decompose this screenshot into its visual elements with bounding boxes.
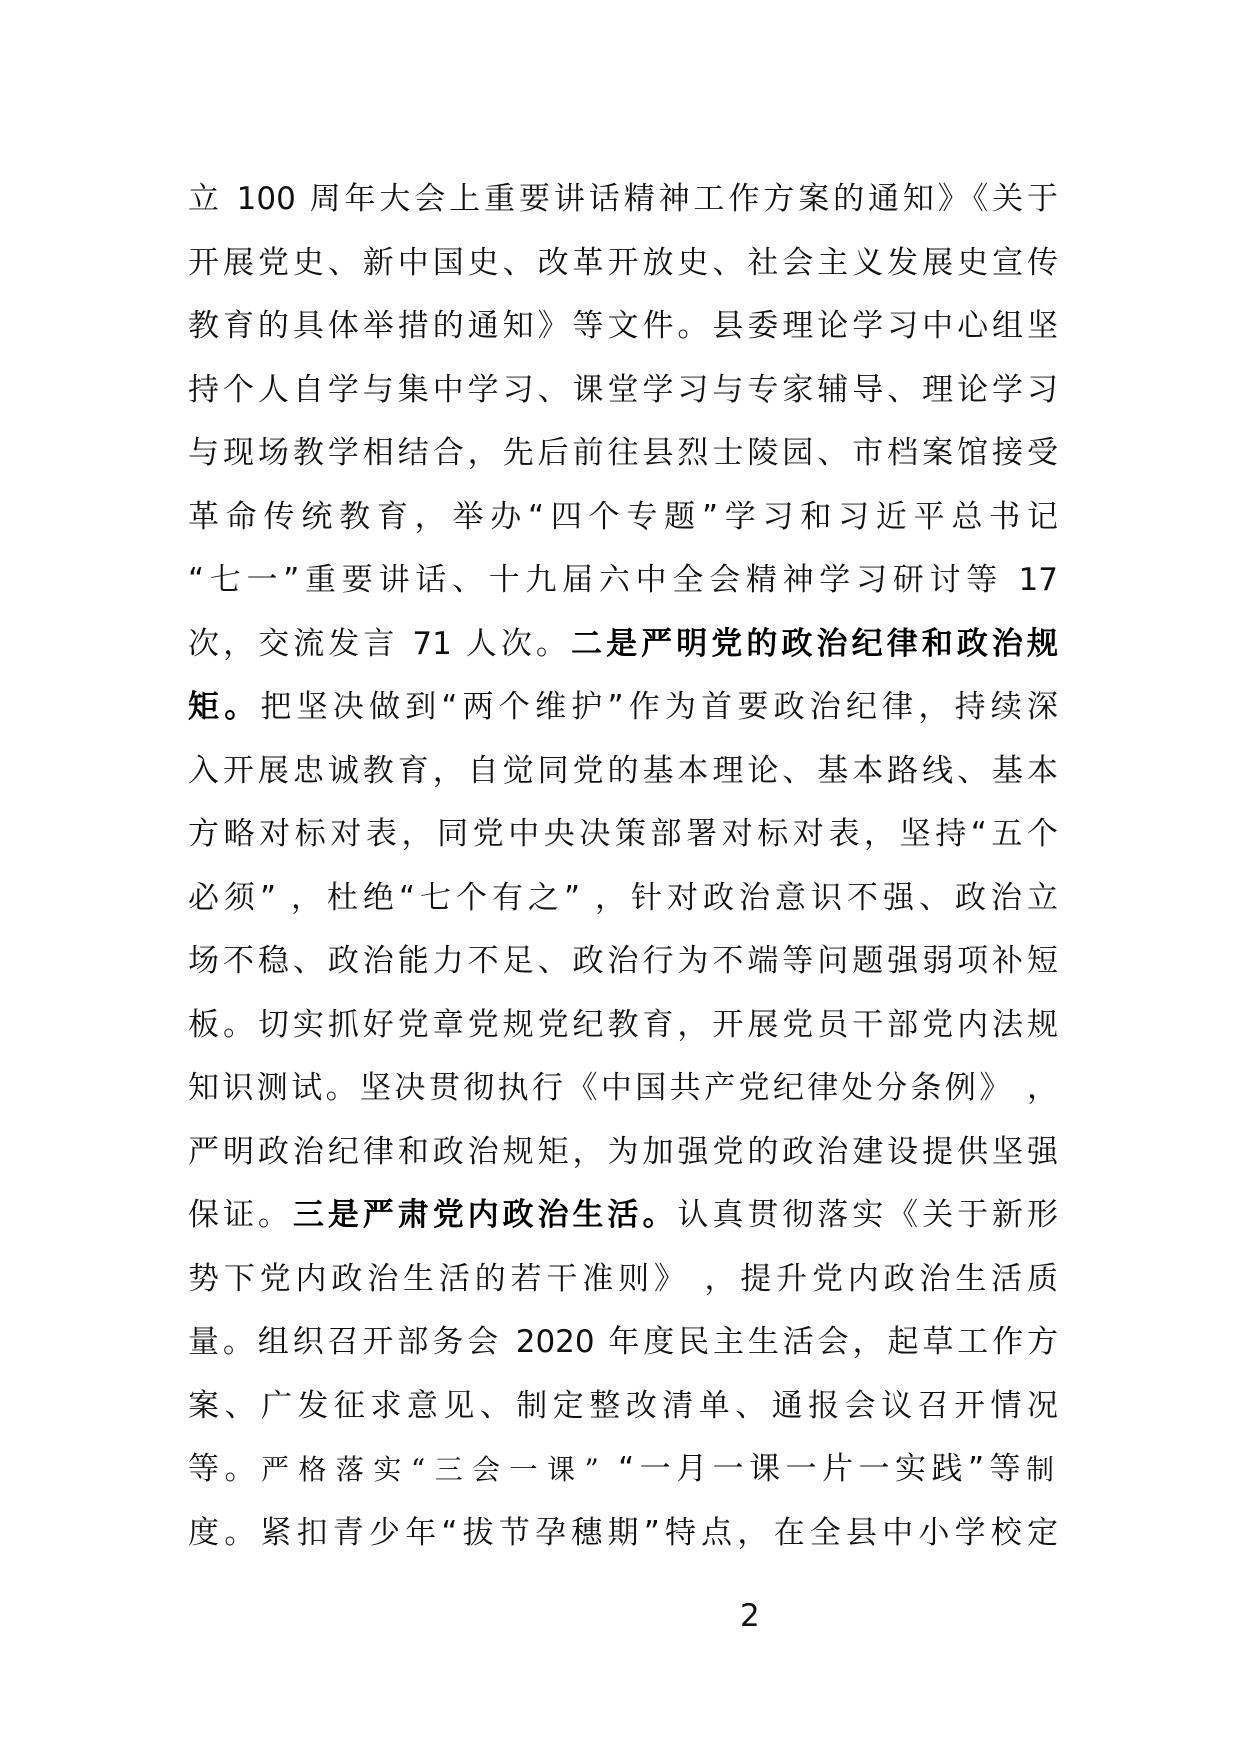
text-segment: 板。切实抓好党章党规党纪教育，开展党员干部党内法规 xyxy=(188,1006,1058,1043)
text-segment: 与现场教学相结合，先后前往县烈士陵园、市档案馆接受 xyxy=(188,435,1058,471)
text-line xyxy=(188,676,1058,740)
text-segment: 量。组织召开部务会 2020 年度民主生活会，起草工作方 xyxy=(188,1324,1058,1360)
text-segment: 把坚决做到“两个维护”作为首要政治纪律，持续深 xyxy=(260,689,1058,725)
text-line xyxy=(188,930,1058,994)
text-line xyxy=(188,994,1058,1058)
text-line xyxy=(188,1184,1058,1248)
text-segment: 立 100 周年大会上重要讲话精神工作方案的通知》《关于 xyxy=(188,181,1058,217)
text-segment: 教育的具体举措的通知》等文件。县委理论学习中心组坚 xyxy=(188,308,1058,344)
text-line xyxy=(188,1502,1058,1566)
text-line xyxy=(188,1121,1058,1185)
text-line xyxy=(188,1057,1058,1121)
text-segment: 开展党史、新中国史、改革开放史、社会主义发展史宣传 xyxy=(188,244,1058,281)
text-line xyxy=(188,740,1058,804)
text-segment: “七一”重要讲话、十九届六中全会精神学习研讨等 17 xyxy=(188,562,1058,598)
text-segment: 革命传统教育，举办“四个专题”学习和习近平总书记 xyxy=(188,498,1058,535)
text-line xyxy=(188,1311,1058,1375)
text-segment: 保证。 xyxy=(188,1197,293,1233)
text-line xyxy=(188,803,1058,867)
text-line xyxy=(188,168,1058,232)
text-line xyxy=(188,613,1058,677)
text-segment: 制 xyxy=(1025,1453,1058,1486)
text-segment: 知识测试。坚决贯彻执行《中国共产党纪律处分条例》 ， xyxy=(188,1070,1058,1106)
text-line xyxy=(188,549,1058,613)
text-line xyxy=(188,1375,1058,1439)
text-segment: 势下党内政治生活的若干准则》 ，提升党内政治生活质 xyxy=(188,1260,1058,1297)
text-segment: 持个人自学与集中学习、课堂学习与专家辅导、理论学习 xyxy=(188,371,1058,408)
text-segment: 严明政治纪律和政治规矩，为加强党的政治建设提供坚强 xyxy=(188,1133,1058,1170)
bold-heading-text: 三是严肃党内政治生活。 xyxy=(292,1197,678,1233)
body-text xyxy=(188,168,1058,1565)
text-line xyxy=(188,867,1058,931)
text-segment: 入开展忠诚教育，自觉同党的基本理论、基本路线、基本 xyxy=(188,752,1058,789)
text-line xyxy=(188,295,1058,359)
text-line xyxy=(188,359,1058,423)
bold-heading-text: 二是严明党的政治纪律和政治规 xyxy=(571,625,1058,662)
page-number: 2 xyxy=(740,1598,760,1634)
text-segment: 认真贯彻落实《关于新形 xyxy=(677,1197,1058,1233)
text-line xyxy=(188,422,1058,486)
text-segment: “一月一课一片一实践”等 xyxy=(602,1451,1026,1487)
text-segment: 次，交流发言 71 人次。 xyxy=(188,625,571,662)
text-segment: 必须” ，杜绝“七个有之” ，针对政治意识不强、政治立 xyxy=(188,879,1058,916)
text-line xyxy=(188,1438,1058,1502)
text-segment: 度。紧扣青少年“拔节孕穗期”特点，在全县中小学校定 xyxy=(188,1514,1058,1551)
text-segment: 方略对标对表，同党中央决策部署对标对表，坚持“五个 xyxy=(188,816,1058,852)
text-segment: 场不稳、政治能力不足、政治行为不端等问题强弱项补短 xyxy=(188,943,1058,979)
bold-heading-text: 矩。 xyxy=(188,689,261,725)
text-segment: 案、广发征求意见、制定整改清单、通报会议召开情况 xyxy=(188,1387,1058,1424)
text-segment: 等。 xyxy=(188,1451,261,1487)
text-line xyxy=(188,1248,1058,1312)
text-segment: 严格落实“三会一课” xyxy=(260,1453,603,1486)
text-line xyxy=(188,486,1058,550)
text-line xyxy=(188,232,1058,296)
